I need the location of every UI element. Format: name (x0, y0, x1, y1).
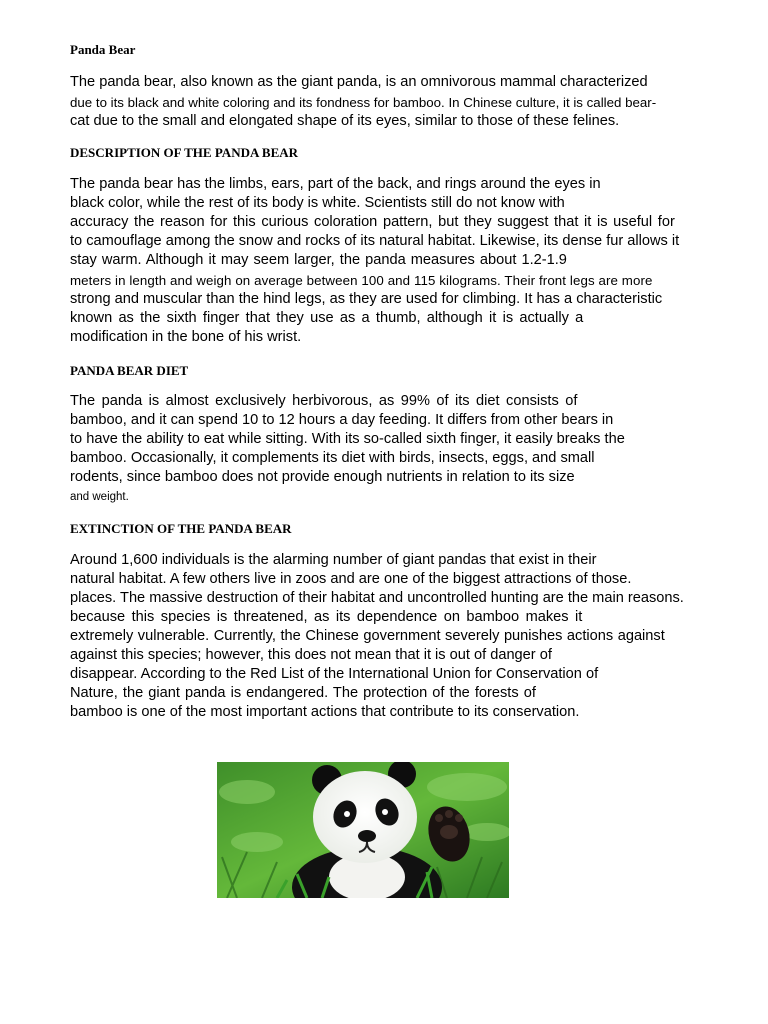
text-line: meters in length and weigh on average between 100 and 115 kilograms. Their front legs are more (70, 273, 653, 288)
text-line: accuracy the reason for this curious coloration pattern, but they suggest that it is useful for (70, 214, 675, 230)
text-line: cat due to the small and elongated shape of its eyes, similar to those of these felines. (70, 113, 620, 129)
text-line: Around 1,600 individuals is the alarming number of giant pandas that exist in their (70, 552, 597, 568)
text-line: Nature, the giant panda is endangered. The protection of the forests of (70, 685, 536, 701)
text-line: extremely vulnerable. Currently, the Chinese government severely punishes actions against (70, 628, 665, 644)
text-line: stay warm. Although it may seem larger, the panda measures about 1.2-1.9 (70, 252, 567, 268)
text-line: to have the ability to eat while sitting. With its so-called sixth finger, it easily breaks the (70, 431, 625, 447)
text-line: against this species; however, this does not mean that it is out of danger of (70, 647, 552, 663)
section-heading-diet: PANDA BEAR DIET (70, 363, 189, 378)
text-line: black color, while the rest of its body is white. Scientists still do not know with (70, 195, 565, 211)
panda-illustration (217, 762, 509, 898)
text-line: disappear. According to the Red List of the International Union for Conservation of (70, 666, 599, 682)
panda-photo (217, 762, 509, 898)
text-line: and weight. (70, 491, 129, 503)
text-line: The panda bear, also known as the giant panda, is an omnivorous mammal characterized (70, 74, 648, 90)
text-line: strong and muscular than the hind legs, as they are used for climbing. It has a characteristic (70, 291, 663, 307)
section-heading-description: DESCRIPTION OF THE PANDA BEAR (70, 145, 299, 160)
text-line: due to its black and white coloring and its fondness for bamboo. In Chinese culture, it is called bear- (70, 95, 657, 110)
text-line: The panda is almost exclusively herbivorous, as 99% of its diet consists of (70, 393, 578, 409)
text-line: places. The massive destruction of their habitat and uncontrolled hunting are the main reasons. (70, 590, 684, 606)
text-line: modification in the bone of his wrist. (70, 329, 302, 345)
text-line: known as the sixth finger that they use as a thumb, although it is actually a (70, 310, 584, 326)
text-line: bamboo is one of the most important actions that contribute to its conservation. (70, 704, 580, 720)
text-line: because this species is threatened, as its dependence on bamboo makes it (70, 609, 583, 625)
text-line: bamboo. Occasionally, it complements its diet with birds, insects, eggs, and small (70, 450, 595, 466)
section-heading-extinction: EXTINCTION OF THE PANDA BEAR (70, 521, 292, 536)
text-line: bamboo, and it can spend 10 to 12 hours a day feeding. It differs from other bears in (70, 412, 614, 428)
text-line: natural habitat. A few others live in zoos and are one of the biggest attractions of those. (70, 571, 632, 587)
document-title: Panda Bear (70, 42, 136, 57)
text-line: The panda bear has the limbs, ears, part of the back, and rings around the eyes in (70, 176, 601, 192)
text-line: to camouflage among the snow and rocks of its natural habitat. Likewise, its dense fur allows it (70, 233, 680, 249)
text-line: rodents, since bamboo does not provide enough nutrients in relation to its size (70, 469, 575, 485)
